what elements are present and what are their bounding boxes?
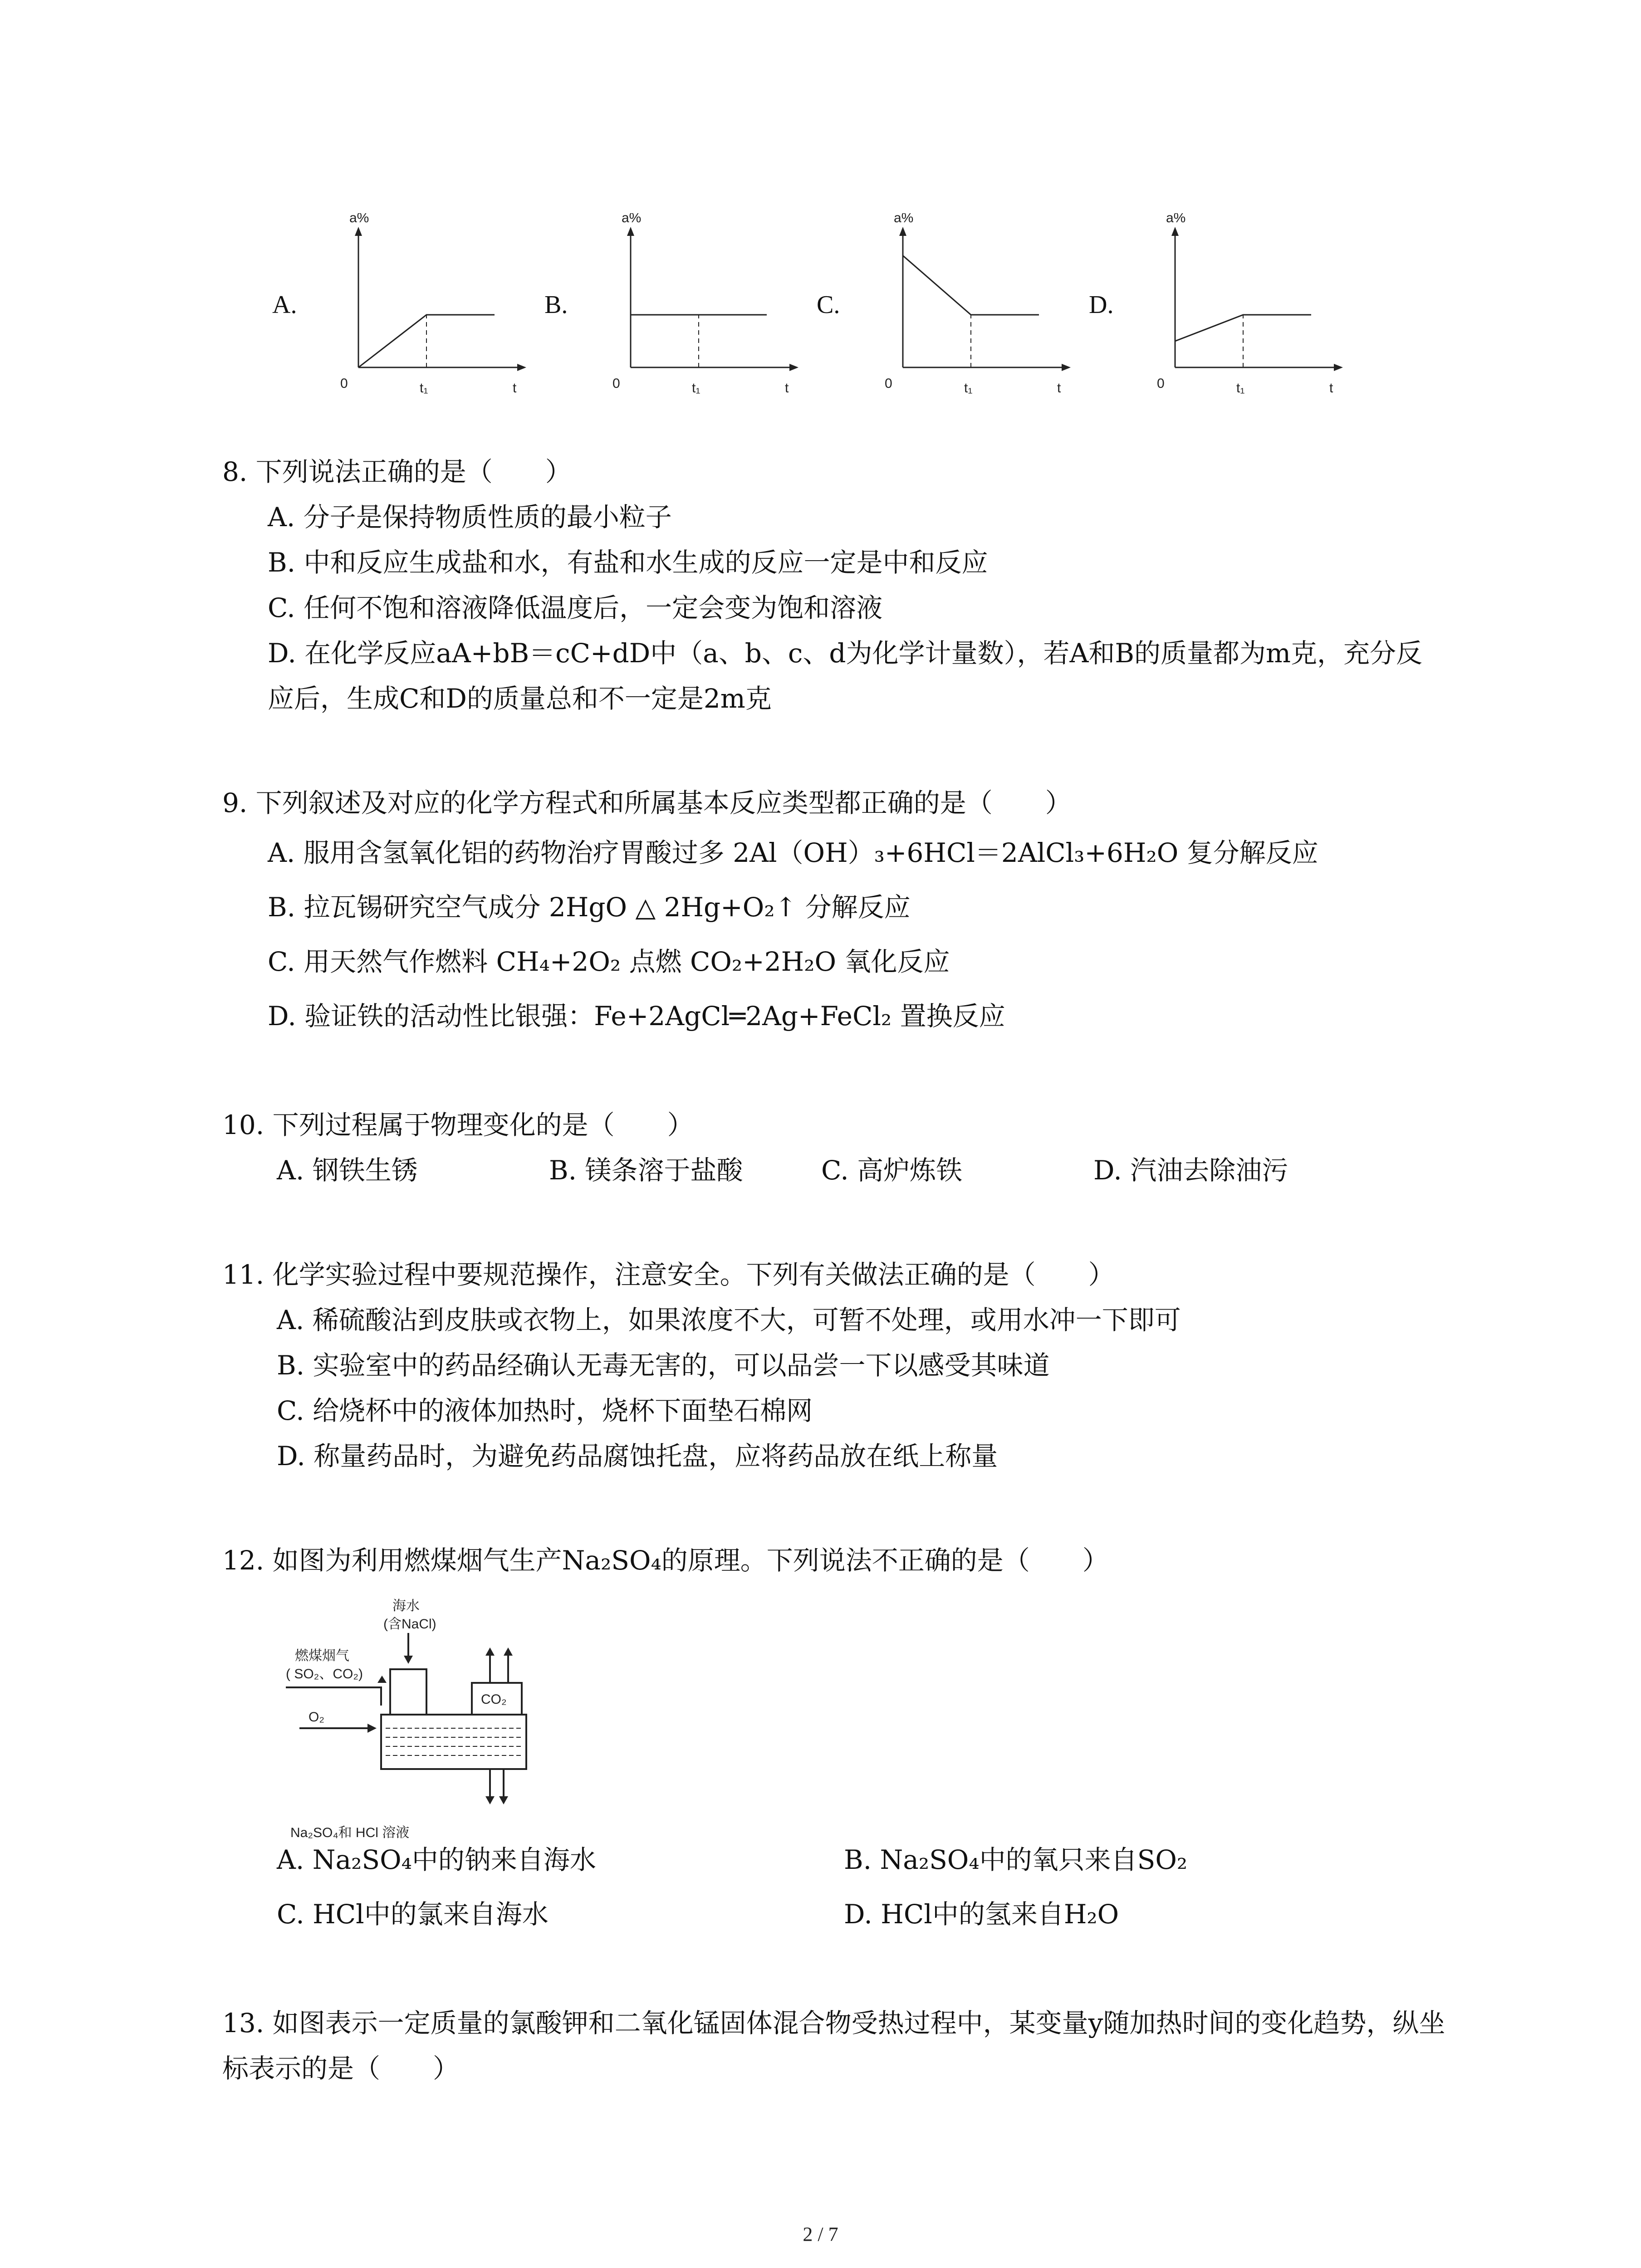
q7-graph-a: [318, 213, 535, 404]
tick-label-t1: t₁: [420, 381, 428, 396]
q7-option-b-label: B.: [544, 291, 568, 319]
question-9: [222, 780, 1447, 1043]
y-axis-label: a%: [349, 213, 369, 225]
x-axis-arrowhead: [1062, 364, 1071, 371]
question-10-option-d: D. 汽油去除油污: [1093, 1155, 1288, 1186]
question-10-stem: 10. 下列过程属于物理变化的是（ ）: [222, 1110, 694, 1140]
question-8-option-d: D. 在化学反应aA+bB＝cC+dD中（a、b、c、d为化学计量数），若A和B的质量都为m克，充分反应后，生成C和D的质量总和不一定是2m克: [268, 638, 1423, 714]
question-12: [222, 1538, 1447, 1583]
origin-label: 0: [1157, 376, 1165, 391]
question-9-option-a: A. 服用含氢氧化铝的药物治疗胃酸过多 2Al（OH）₃+6HCl＝2AlCl₃+6H₂O 复分解反应: [268, 837, 1318, 868]
diagram-seawater-sub-label: (含NaCl): [383, 1617, 436, 1632]
y-axis-label: a%: [894, 213, 914, 225]
diagram-absorber-tower: [390, 1669, 426, 1715]
q7-option-d: [1089, 213, 1361, 404]
origin-label: 0: [885, 376, 892, 391]
question-12-options: [222, 1837, 1447, 1937]
question-13-stem: 13. 如图表示一定质量的氯酸钾和二氧化锰固体混合物受热过程中，某变量y随加热时间的变化趋势，纵坐标表示的是（ ）: [222, 2008, 1445, 2084]
diagram-outlet-2-arrowhead: [499, 1796, 508, 1804]
question-8: [222, 449, 1447, 721]
x-axis-label: t: [513, 381, 517, 396]
q7-option-c-label: C.: [817, 291, 840, 319]
q7-option-d-label: D.: [1089, 291, 1114, 319]
q7-option-a-label: A.: [272, 291, 297, 319]
y-axis-arrowhead: [355, 227, 362, 236]
question-12-option-a: A. Na₂SO₄中的钠来自海水: [277, 1844, 596, 1875]
q7-option-b: [544, 213, 817, 404]
x-axis-label: t: [785, 381, 789, 396]
question-9-option-d: D. 验证铁的活动性比银强：Fe+2AgCl═2Ag+FeCl₂ 置换反应: [268, 1001, 1005, 1031]
q7-option-c: [817, 213, 1089, 404]
data-series-line: [1175, 315, 1311, 341]
x-axis-arrowhead: [789, 364, 798, 371]
diagram-seawater-label: 海水: [392, 1598, 420, 1613]
question-11-stem: 11. 化学实验过程中要规范操作，注意安全。下列有关做法正确的是（ ）: [222, 1259, 1115, 1290]
diagram-flue-gas-sub-label: ( SO₂、CO₂): [286, 1667, 363, 1681]
question-10-option-c: C. 高炉炼铁: [821, 1155, 963, 1186]
data-series-line: [903, 256, 1039, 315]
question-13: [222, 2000, 1447, 2091]
diagram-co2-vent-1-arrowhead: [485, 1647, 495, 1656]
x-axis-label: t: [1057, 381, 1061, 396]
question-9-option-c: C. 用天然气作燃料 CH₄+2O₂ 点燃 CO₂+2H₂O 氧化反应: [268, 946, 950, 977]
question-11-option-c: C. 给烧杯中的液体加热时，烧杯下面垫石棉网: [277, 1395, 813, 1426]
question-10-option-b: B. 镁条溶于盐酸: [549, 1155, 743, 1186]
tick-label-t1: t₁: [1236, 381, 1245, 396]
origin-label: 0: [340, 376, 348, 391]
diagram-product-label: Na₂SO₄和 HCl 溶液: [290, 1825, 410, 1840]
x-axis-arrowhead: [517, 364, 526, 371]
diagram-co2-label: CO₂: [481, 1692, 507, 1707]
tick-label-t1: t₁: [964, 381, 973, 396]
q7-graph-c: [862, 213, 1080, 404]
y-axis-arrowhead: [627, 227, 634, 236]
question-12-options-row-2: [222, 1892, 1447, 1937]
diagram-o2-arrowhead: [367, 1724, 377, 1733]
question-11-option-b: B. 实验室中的药品经确认无毒无害的，可以品尝一下以感受其味道: [277, 1350, 1050, 1381]
question-9-option-b: B. 拉瓦锡研究空气成分 2HgO △ 2Hg+O₂↑ 分解反应: [268, 892, 911, 923]
diagram-flue-gas-arrowhead: [377, 1676, 387, 1683]
y-axis-label: a%: [1166, 213, 1186, 225]
question-11-option-d: D. 称量药品时，为避免药品腐蚀托盘，应将药品放在纸上称量: [277, 1441, 998, 1471]
diagram-seawater-arrowhead: [404, 1656, 413, 1664]
question-10-options: [222, 1148, 1447, 1193]
diagram-flue-gas-label: 燃煤烟气: [295, 1648, 349, 1663]
question-12-diagram: [281, 1592, 535, 1846]
diagram-o2-label: O₂: [309, 1710, 324, 1725]
page-number: 2 / 7: [803, 2223, 838, 2245]
question-8-stem: 8. 下列说法正确的是（ ）: [222, 456, 572, 487]
question-12-option-c: C. HCl中的氯来自海水: [277, 1899, 549, 1930]
x-axis-arrowhead: [1334, 364, 1343, 371]
question-10: [222, 1102, 1447, 1193]
question-8-option-b: B. 中和反应生成盐和水，有盐和水生成的反应一定是中和反应: [268, 547, 988, 578]
question-8-option-a: A. 分子是保持物质性质的最小粒子: [268, 502, 672, 533]
x-axis-label: t: [1329, 381, 1333, 396]
question-10-option-a: A. 钢铁生锈: [277, 1155, 418, 1186]
tick-label-t1: t₁: [692, 381, 700, 396]
y-axis-label: a%: [622, 213, 642, 225]
question-12-option-b: B. Na₂SO₄中的氧只来自SO₂: [844, 1844, 1188, 1875]
origin-label: 0: [612, 376, 620, 391]
diagram-flue-gas-pipe: [286, 1687, 381, 1706]
question-12-option-d: D. HCl中的氢来自H₂O: [844, 1899, 1119, 1930]
q7-graph-b: [590, 213, 808, 404]
diagram-co2-vent-2-arrowhead: [504, 1647, 513, 1656]
diagram-reactor-tank: [381, 1715, 526, 1769]
q7-graph-d: [1134, 213, 1352, 404]
question-12-options-row-1: [222, 1837, 1447, 1882]
q7-option-a: [272, 213, 544, 404]
diagram-outlet-1-arrowhead: [485, 1796, 495, 1804]
y-axis-arrowhead: [899, 227, 906, 236]
y-axis-arrowhead: [1171, 227, 1179, 236]
question-11-option-a: A. 稀硫酸沾到皮肤或衣物上，如果浓度不大，可暂不处理，或用水冲一下即可: [277, 1305, 1181, 1335]
question-11: [222, 1252, 1447, 1479]
question-8-option-c: C. 任何不饱和溶液降低温度后，一定会变为饱和溶液: [268, 592, 883, 623]
question-9-stem: 9. 下列叙述及对应的化学方程式和所属基本反应类型都正确的是（ ）: [222, 787, 1072, 818]
question-12-stem: 12. 如图为利用燃煤烟气生产Na₂SO₄的原理。下列说法不正确的是（ ）: [222, 1545, 1109, 1576]
